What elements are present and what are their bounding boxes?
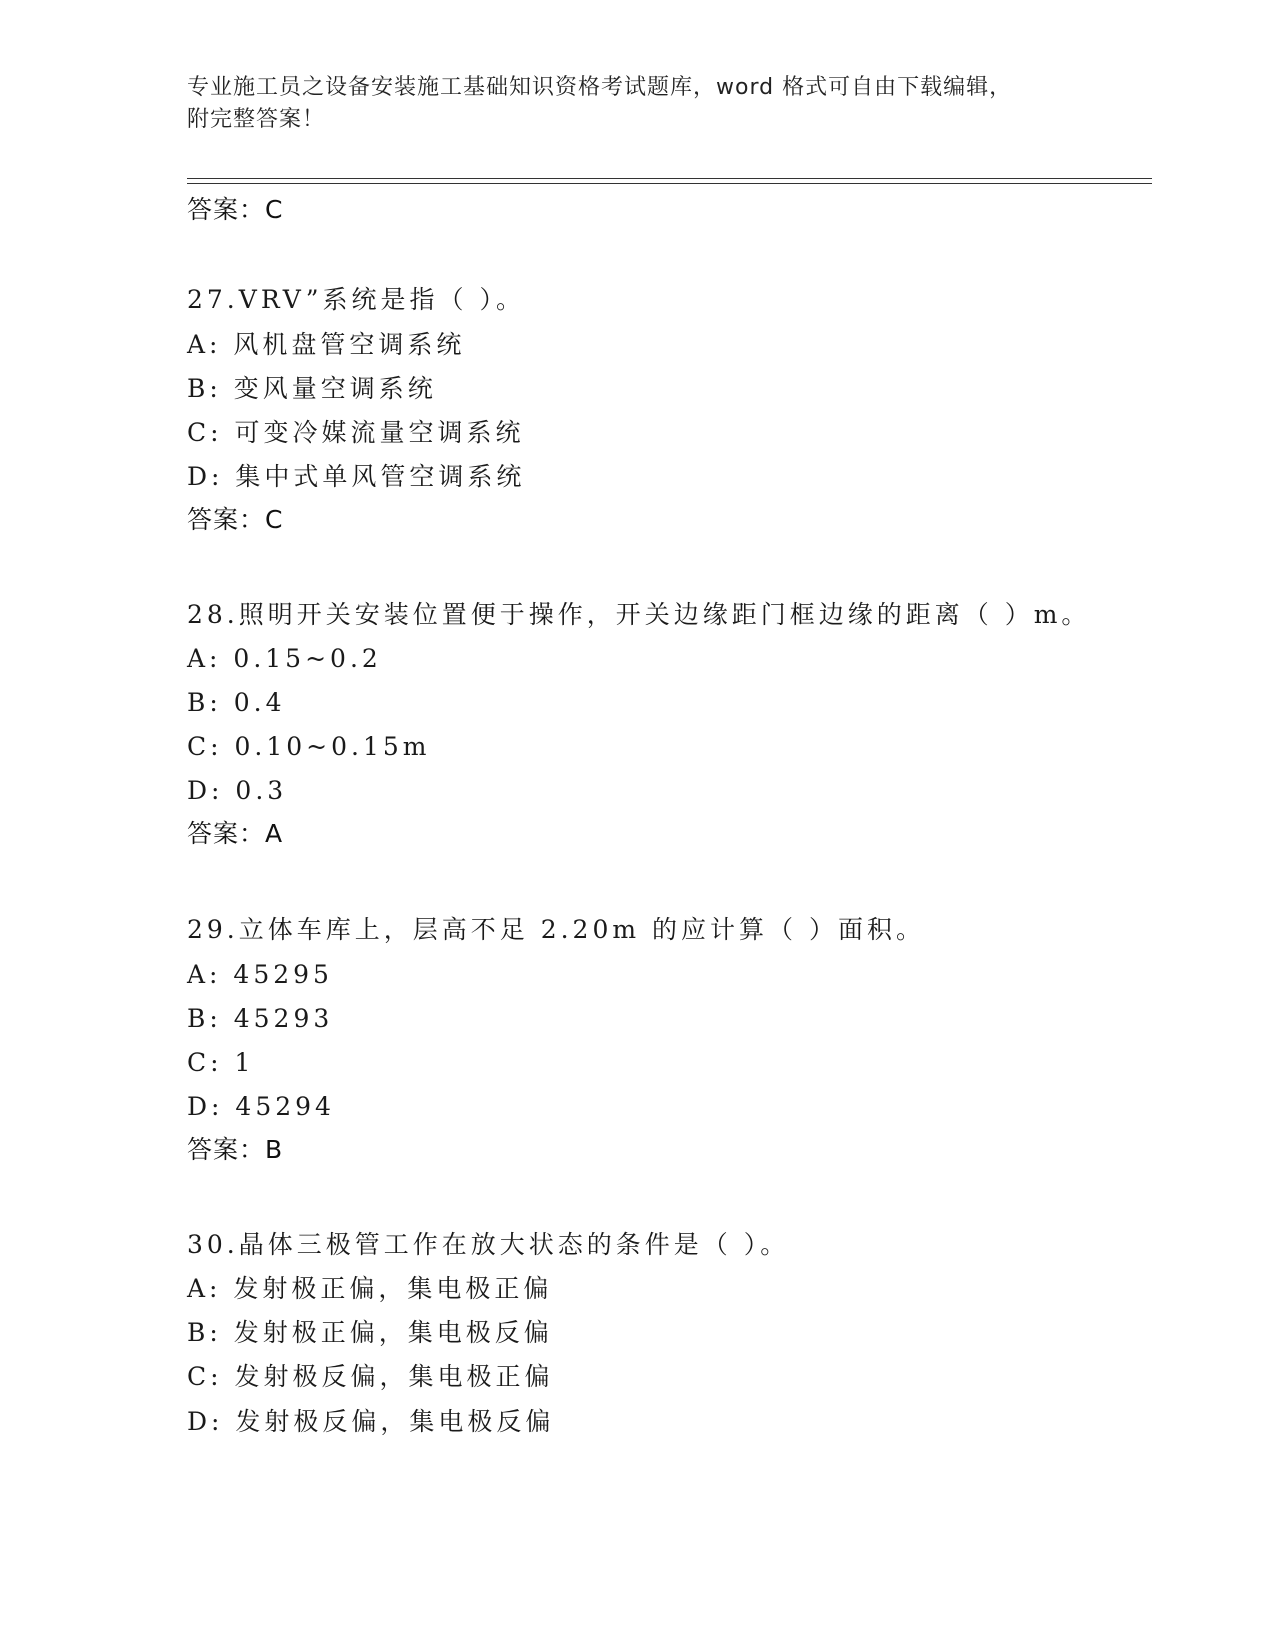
header-divider-top xyxy=(187,178,1152,179)
option-30-d: D: 发射极反偏，集电极反偏 xyxy=(187,1407,555,1436)
option-27-b: B: 变风量空调系统 xyxy=(187,374,437,403)
option-30-b: B: 发射极正偏，集电极反偏 xyxy=(187,1318,553,1347)
option-27-d: D: 集中式单风管空调系统 xyxy=(187,462,526,491)
header-line-2: 附完整答案！ xyxy=(187,107,326,132)
header-line-1: 专业施工员之设备安装施工基础知识资格考试题库，word 格式可自由下载编辑， xyxy=(187,75,1013,100)
option-29-b: B: 45293 xyxy=(187,1004,334,1033)
answer-26: 答案：C xyxy=(187,195,284,224)
question-27: 27.VRV”系统是指（ ）。 xyxy=(187,285,525,314)
option-29-d: D: 45294 xyxy=(187,1092,335,1121)
header-divider-bottom xyxy=(187,183,1152,184)
option-30-c: C: 发射极反偏，集电极正偏 xyxy=(187,1362,554,1391)
option-29-a: A: 45295 xyxy=(187,960,333,989)
answer-29: 答案：B xyxy=(187,1135,284,1164)
option-27-a: A: 风机盘管空调系统 xyxy=(187,330,466,359)
question-30: 30.晶体三极管工作在放大状态的条件是（ ）。 xyxy=(187,1230,790,1259)
document-header xyxy=(187,72,1087,136)
option-29-c: C: 1 xyxy=(187,1048,255,1077)
answer-28: 答案：A xyxy=(187,819,284,848)
option-28-d: D: 0.3 xyxy=(187,776,288,805)
option-27-c: C: 可变冷媒流量空调系统 xyxy=(187,418,525,447)
question-28: 28.照明开关安装位置便于操作，开关边缘距门框边缘的距离（ ）m。 xyxy=(187,600,1091,629)
option-28-c: C: 0.10~0.15m xyxy=(187,732,431,761)
question-29: 29.立体车库上，层高不足 2.20m 的应计算（ ）面积。 xyxy=(187,915,925,944)
option-30-a: A: 发射极正偏，集电极正偏 xyxy=(187,1274,553,1303)
option-28-b: B: 0.4 xyxy=(187,688,286,717)
answer-27: 答案：C xyxy=(187,505,284,534)
option-28-a: A: 0.15~0.2 xyxy=(187,644,382,673)
